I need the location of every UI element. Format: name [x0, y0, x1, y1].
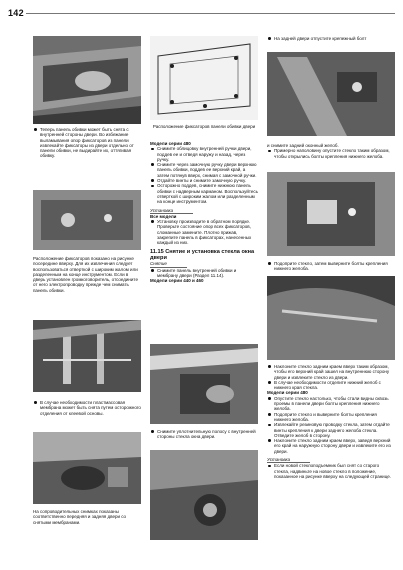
col3-text-a	[267, 36, 395, 41]
col2-bullet-4: Осторожно поддев, снимите нижнюю панель обивки с надверным карманом. Воспользуйтесь отверткой с широким жалом или разделенным на конце инструментом.	[150, 183, 258, 204]
photo-rear-door-inner	[33, 432, 141, 504]
photo-window-strip	[150, 344, 258, 424]
diagram-panel-fixings	[150, 36, 258, 120]
col3-bullet-10: Если новой стеклоподъемник был снят со старого стекла, надвиньте на новое стекло в положение, показанное на рисунке вверху на следующей странице.	[267, 463, 395, 479]
col3-text-b	[267, 143, 395, 159]
col3-bullet-8: Извлекайте резиновую проводку стекла, затем отдайте винты крепления к двери заднего желоба стекла. Отведите желоб в сторону.	[267, 422, 395, 438]
page-number: 142	[8, 8, 24, 18]
photo-door-membrane	[33, 320, 141, 392]
col1-bullet-2: В случае необходимости пластмассовая мембрана может быть снята путем осторожного отделения от клеевой основы.	[33, 400, 141, 416]
col3-text-c	[267, 261, 395, 272]
col2-bullet-6: Снимите панель внутренней обивки и мембрану двери (Раздел 11.14).	[150, 268, 258, 279]
top-rule	[26, 13, 395, 14]
col3-bullet-7: Подоприте стекло и выверните болты крепления нижнего желоба.	[267, 412, 395, 423]
col2-heading-440: Модели серии 440 и 460	[150, 278, 204, 284]
caption-bottom-left: На сопроводительных снимках показаны соответственно передняя и задняя двери со снятыми мембранами.	[33, 509, 127, 525]
photo-panel-fixings	[33, 190, 141, 250]
col3-bullet-6: Опустите стекло настолько, чтобы стали видны сквозь проемы в панели двери болты крепления нижнего желоба.	[267, 396, 395, 412]
col3-heading-install: Установка	[267, 457, 310, 463]
col3-bullet-9: Наклоните стекло задним краем вверх, заведя верхний его край на наружную сторону двери и извлеките его из двери.	[267, 438, 395, 454]
col2-text	[150, 141, 258, 284]
col3-bullet-2: Примерно наполовину опустите стекло таким образом, чтобы открылись болты крепления нижнего желоба.	[267, 148, 395, 159]
col3-bullet-4: Наклоните стекло задним краем вверх таким образом, чтобы его верхний край зашел на внутреннюю сторону двери и извлеките стекло из двери.	[267, 364, 395, 380]
col2-bullet-2: Снимите через замочную ручку двери верхнюю панель обивки, поддев ее верхний край, а затем потянув вверх, снимая с замочной ручки.	[150, 162, 258, 178]
caption-top-center: Расположение фиксаторов панели обивки двери	[152, 124, 256, 129]
section-title: 11.15 Снятие и установка стекла окна двери	[150, 248, 255, 262]
photo-door-panel-removal	[33, 36, 141, 124]
col1-text-b	[33, 400, 141, 416]
col3-text-1: и снимите задний оконный желоб.	[267, 143, 339, 148]
col2-heading-install: Установка	[150, 208, 193, 214]
col2-heading-all: Все модели	[150, 213, 177, 219]
col3-bullet-1: На задней двери отпустите крепежный болт	[267, 36, 395, 41]
col2-bullet-7: Снимите уплотнительную полосу с внутренней стороны стекла окна двери.	[150, 429, 258, 440]
col3-bullet-3: Подоприте стекло, затем выверните болты крепления нижнего желоба.	[267, 261, 395, 272]
col2-bullet-3: Отдайте винты и снимите замочную ручку.	[150, 178, 258, 183]
photo-rear-channel-bolt	[267, 52, 395, 136]
photo-glass-removal	[267, 276, 395, 360]
col1-bullet-1: Теперь панель обивки может быть снята с внутренней стороны двери. Во избежание выламывания опор фиксаторов из панели извлекайте фиксаторы из двери отдельно от панели обивки, не выдирайте их, оттягивая обивку.	[33, 127, 141, 159]
caption-panel-fixings: Расположение фиксаторов показано на рисунке посередине вверху. Для их извлечения следует воспользоваться отверткой с широким жалом или разделенным на конце инструментом. Если в дверь установлен громкоговоритель, отсоедините от него электропроводку прежде чем снимать панель обивки.	[33, 256, 138, 293]
photo-lower-channel-bolts	[267, 172, 395, 256]
col3-text-d	[267, 364, 395, 479]
col2-bullet-1: Снимите облицовку внутренней ручки двери, поддев ее и отведя наружу и назад, через ручку.	[150, 146, 258, 162]
col2-heading-480: Модели серии 480	[150, 141, 191, 146]
col2-heading-removal: Снятие	[150, 261, 187, 267]
col2-bullet-5: Установку производите в обратном порядке. Проверьте состояние опор всех фиксаторов, сломанные замените. Плотно прижав, закрепите панель в фиксаторах, нанесенных каждый из них.	[150, 219, 258, 245]
col3-bullet-5: В случае необходимости отделите нижний желоб с нижнего края стекла.	[267, 380, 395, 391]
col1-caption-bottom	[33, 509, 141, 525]
photo-window-channel	[150, 450, 258, 540]
caption-top-center-block	[150, 124, 258, 129]
col1-caption-fixings	[33, 256, 141, 293]
col1-text-a	[33, 127, 141, 159]
col2-text-b	[150, 429, 258, 440]
col3-heading-480: Модели серии 480	[267, 390, 308, 396]
